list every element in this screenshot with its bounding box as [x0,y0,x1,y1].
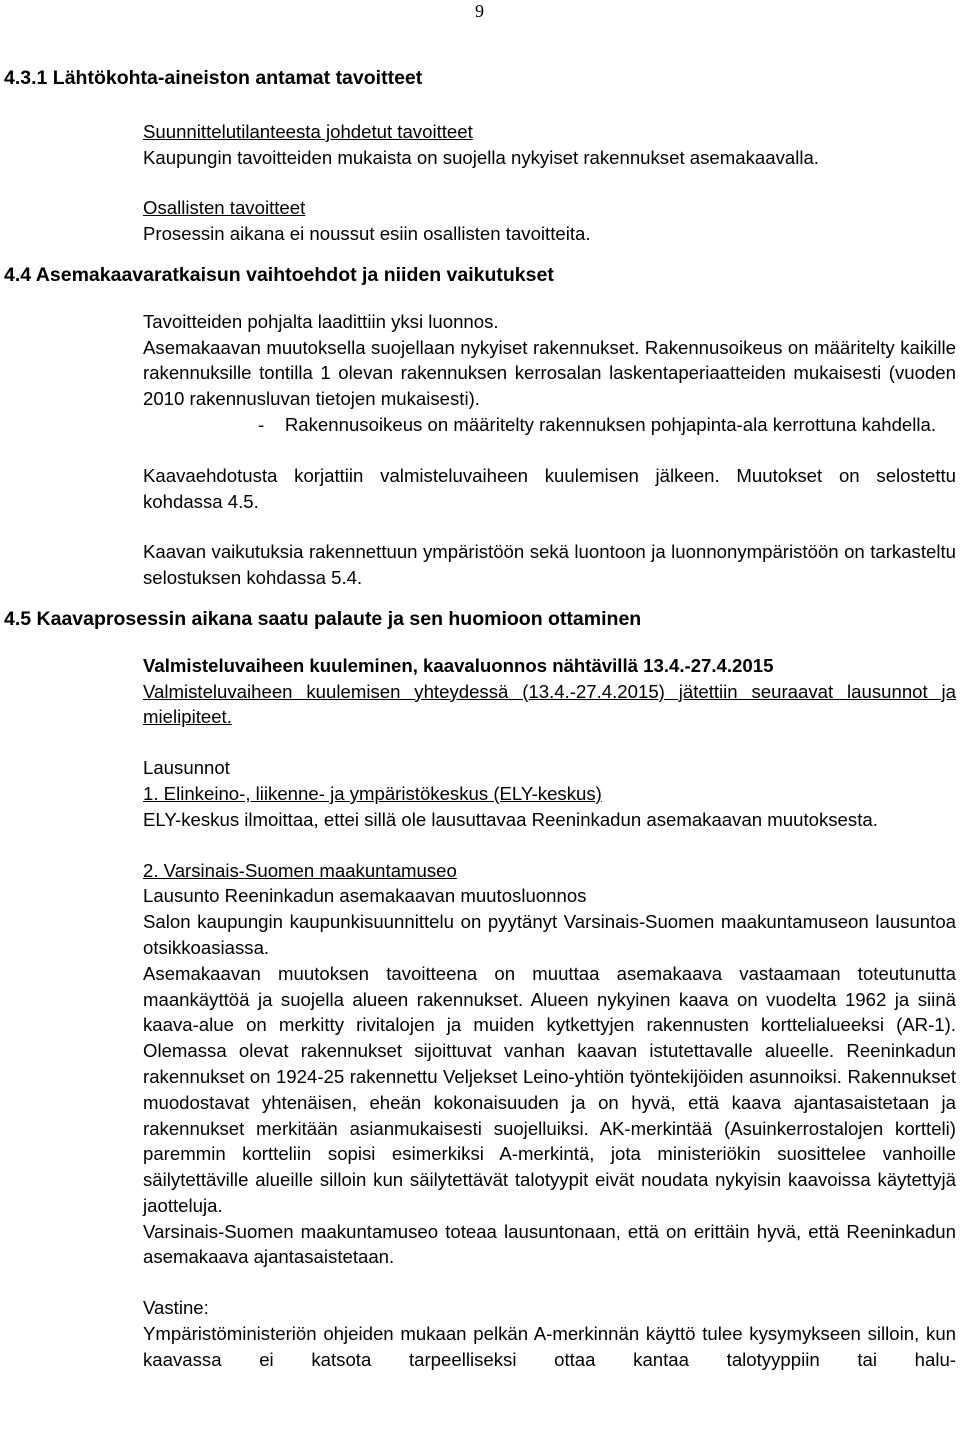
paragraph-stakeholder-goals: Prosessin aikana ei noussut esiin osallisten tavoitteita. [143,223,591,245]
statement-2-paragraph-1: Salon kaupungin kaupunkisuunnittelu on pyytänyt Varsinais-Suomen maakuntamuseon lausuntoa otsikkoasiassa. [143,911,956,958]
response-text: Ympäristöministeriön ohjeiden mukaan pelkän A-merkinnän käyttö tulee kysymykseen silloin, kun kaavassa ei katsota tarpeelliseksi ottaa kantaa talotyyppiin tai halu- [143,1323,956,1370]
statements-label: Lausunnot [143,757,230,779]
bullet-building-rights: - Rakennusoikeus on määritelty rakennuksen pohjapinta-ala kerrottuna kahdella. [258,413,937,435]
paragraph-city-goals: Kaupungin tavoitteiden mukaista on suojella nykyiset rakennukset asemakaavalla. [143,146,819,168]
subheading-stakeholder-goals: Osallisten tavoitteet [143,197,306,219]
page-number: 9 [475,1,484,21]
subheading-planning-goals: Suunnittelutilanteesta johdetut tavoitteet [143,120,473,142]
paragraph-corrections: Kaavaehdotusta korjattiin valmisteluvaiheen kuulemisen jälkeen. Muutokset on selostettu kohdassa 4.5. [143,464,956,512]
statement-1-title: 1. Elinkeino-, liikenne- ja ympäristökeskus (ELY-keskus) [143,782,602,804]
paragraph-impacts: Kaavan vaikutuksia rakennettuun ympäristöön sekä luontoon ja luonnonympäristöön on tarkasteltu selostuksen kohdassa 5.4. [143,541,956,589]
paragraph-one-draft: Tavoitteiden pohjalta laadittiin yksi luonnos. [143,310,499,332]
statement-1-text: ELY-keskus ilmoittaa, ettei sillä ole lausuttavaa Reeninkadun asemakaavan muutoksesta. [143,808,878,830]
consultation-intro: Valmisteluvaiheen kuulemisen yhteydessä (13.4.-27.4.2015) jätettiin seuraavat lausunnot ja mielipiteet. [143,680,956,728]
statement-2-paragraph-2: Asemakaavan muutoksen tavoitteena on muuttaa asemakaava vastaamaan toteutunutta maankäyttöä ja suojella alueen rakennukset. Alueen nykyinen kaava on vuodelta 1962 ja siinä kaava-alue on merkitty rivitalojen ja muiden kytkettyjen rakennusten korttelialueeksi (AR-1). Olemassa olevat rakennukset sijoittuvat vanhan kaavan istutettavalle alueelle. Reeninkadun rakennukset on 1924-25 rakennettu Veljekset Leino-yhtiön työntekijöiden asunnoiksi. Rakennukset muodostavat yhtenäisen, eheän kokonaisuuden ja on hyvä, että kaava ajantasaistetaan ja rakennukset merkitään asianmukaisesti suojelluiksi. AK-merkintää (Asuinkerrostalojen kortteli) paremmin kortteliin sopisi esimerkiksi A-merkintä, jota ministeriökin suosittelee vanhoille säilytettäville alueille silloin kun säilytettävät talotyypit eivät noudata nykyisin kaavoissa käytettyjä jaotteluja. [143,962,956,1216]
section-4-3-1-heading: 4.3.1 Lähtökohta-aineiston antamat tavoitteet [4,67,423,89]
statement-2-paragraph-3: Varsinais-Suomen maakuntamuseo toteaa lausuntonaan, että on erittäin hyvä, että Reeninkadun asemakaava ajantasaistetaan. [143,1220,956,1268]
paragraph-protection: Asemakaavan muutoksella suojellaan nykyiset rakennukset. Rakennusoikeus on määritelty kaikille rakennuksille tontilla 1 olevan rakennuksen kerrosalan laskentaperiaatteiden mukaisesti (vuoden 2010 rakennusluvan tietojen mukaisesti). [143,336,956,410]
statement-2-title: 2. Varsinais-Suomen maakuntamuseo [143,859,457,881]
consultation-heading: Valmisteluvaiheen kuuleminen, kaavaluonnos nähtävillä 13.4.-27.4.2015 [143,654,774,676]
section-4-4-heading: 4.4 Asemakaavaratkaisun vaihtoehdot ja niiden vaikutukset [4,263,554,286]
response-label: Vastine: [143,1297,209,1319]
document-page [0,66,960,1373]
section-4-5-heading: 4.5 Kaavaprosessin aikana saatu palaute ja sen huomioon ottaminen [4,607,642,630]
statement-2-subject: Lausunto Reeninkadun asemakaavan muutosluonnos [143,885,587,907]
